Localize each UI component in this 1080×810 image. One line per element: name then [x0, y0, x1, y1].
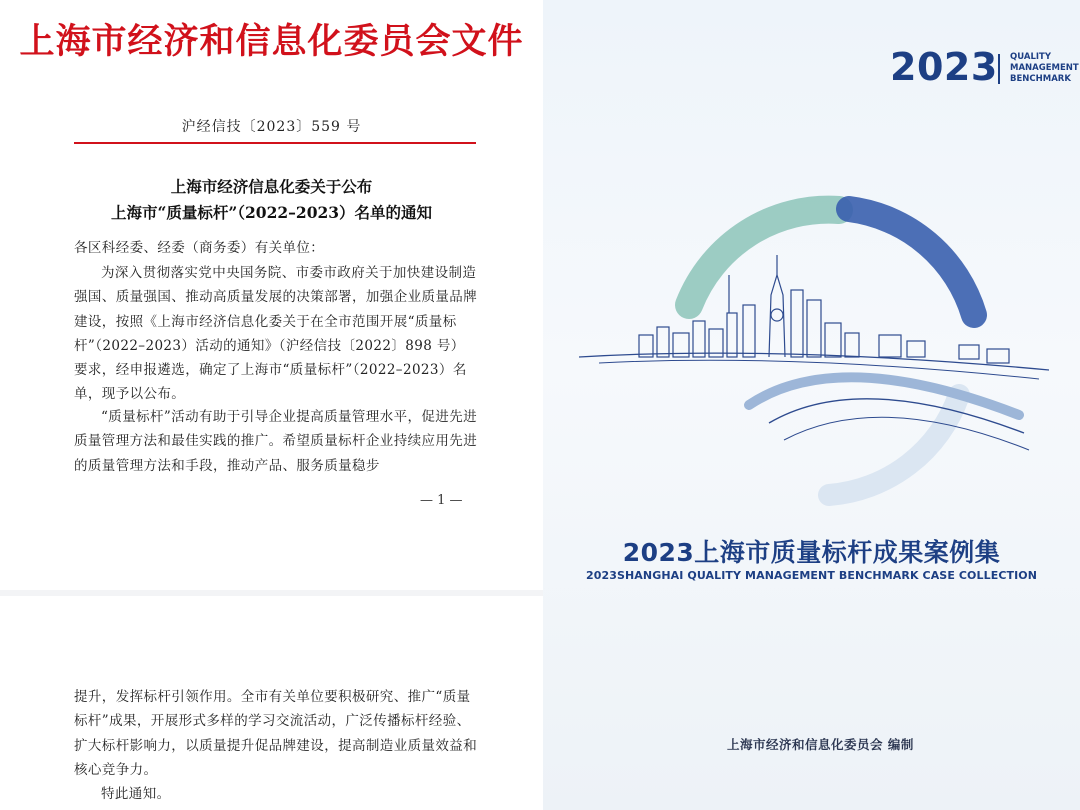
- blue-arc: [849, 209, 974, 315]
- brochure-cover: [543, 0, 1080, 810]
- cover-subtitle: 2023SHANGHAI QUALITY MANAGEMENT BENCHMARK CASE COLLECTION: [585, 569, 1038, 582]
- brand-text: [1010, 52, 1079, 85]
- cover-title: 2023上海市质量标杆成果案例集: [622, 538, 1001, 567]
- paragraph-1: 为深入贯彻落实党中央国务院、市委市政府关于加快建设制造强国、质量强国、推动高质量发展的决策部署，加强企业质量品牌建设，按照《上海市经济信息化委关于在全市范围开展“质量标杆”（2022–2023）活动的通知》（沪经信技〔2022〕898 号）要求，经申报遴选，确定了上海市“质量标杆”（2022–2023）名单，现予以公布。: [74, 265, 478, 403]
- skyline-illustration: [579, 195, 1049, 525]
- cover-year: 2023: [890, 45, 998, 89]
- brand-line-3: BENCHMARK: [1010, 74, 1071, 84]
- document-page-1: [0, 0, 543, 590]
- paragraph-2: “质量标杆”活动有助于引导企业提高质量管理水平，促进先进质量管理方法和最佳实践的推广。希望质量标杆企业持续应用先进的质量管理方法和手段，推动产品、服务质量稳步: [74, 409, 478, 474]
- brand-line-1: QUALITY: [1010, 52, 1051, 62]
- brand-line-2: MANAGEMENT: [1010, 63, 1079, 73]
- header-red-rule: [74, 142, 476, 144]
- document-header: 上海市经济和信息化委员会文件: [19, 21, 524, 62]
- closing-line: 特此通知。: [101, 786, 171, 802]
- salutation: 各区科经委、经委（商务委）有关单位：: [74, 240, 325, 256]
- publisher: 上海市经济和信息化委员会 编制: [727, 737, 914, 752]
- teal-arc: [689, 210, 839, 305]
- page-number: — 1 —: [420, 493, 463, 508]
- notice-title-line2: 上海市“质量标杆”（2022–2023）名单的通知: [110, 203, 433, 222]
- notice-title-line1: 上海市经济信息化委关于公布: [170, 177, 373, 196]
- faint-arc: [829, 395, 959, 495]
- paragraph-3: 提升，发挥标杆引领作用。全市有关单位要积极研究、推广“质量标杆”成果，开展形式多样的学习交流活动，广泛传播标杆经验、扩大标杆影响力，以质量提升促品牌建设，提高制造业质量效益和核心竞争力。: [74, 689, 478, 778]
- document-number: 沪经信技〔2023〕559 号: [181, 119, 362, 135]
- year-separator: [998, 54, 1000, 84]
- river-swoosh: [749, 377, 1019, 415]
